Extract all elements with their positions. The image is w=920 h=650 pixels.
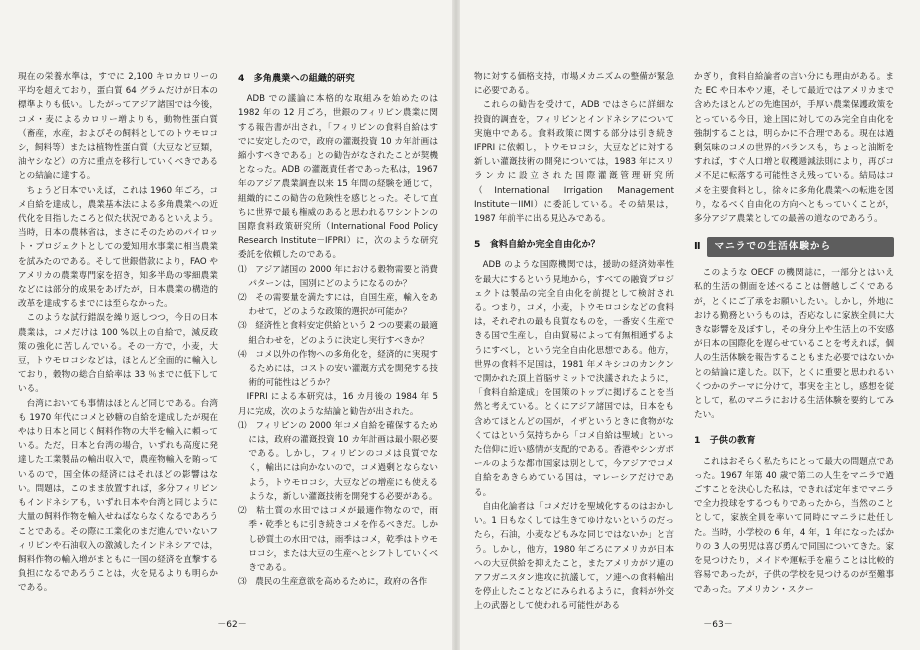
paragraph: これらの勧告を受けて，ADB ではさらに詳細な投資的調査を，フィリピンとインドネシアについて実施中である。食料政策に関する部分は引き続き IFPRI に依頼し，トウモロコシ，大豆などに対する新しい灌漑技術の開発については，1983 年にスリランカに設立された国際灌漑管理研究所（International Irrigation Management Institute－IIMI）に委託している。その結果は，1987 年前半に出る見込みである。 (474, 100, 674, 225)
list-item: ⑵ その需要量を満たすには，自国生産，輸入をあわせて，どのような政策的選択が可能か？ (238, 293, 438, 318)
right-page-column-1 (474, 70, 674, 614)
list-item: ⑵ 粘土質の水田ではコメが最適作物なので，雨季・乾季ともに引き続きコメを作るべきだ。しかし砂質土の水田では，雨季はコメ，乾季はトウモロコシ，または大豆の生産へとシフトしていくべきである。 (238, 506, 438, 573)
chapter-title: マニラでの生活体験から (707, 237, 894, 257)
paragraph: ADB での議論に本格的な取組みを始めたのは 1982 年の 12 月ごろ，世銀のフィリピン農業に関する報告書が出され，「フィリピンの食料自給はすでに安定したので，政府の灌漑投資 10 カ年計画は縮小すべきである」との勧告がなされたことが契機となった。ADB の灌漑責任者であった私は，1967 年のアジア農業調査以来 15 年間の経験を通じて，組織的にこの勧告の危険性を感じとった。そして直ちに世界で最も権威のあると思われるワシントンの国際食料政策研究所（International Food Policy Research Institute－IFPRI）に，次のような研究委託を依頼したのである。 (238, 94, 438, 261)
paragraph: このような試行錯誤を繰り返しつつ，今日の日本農業は，コメだけは 100 %以上の自給で，減反政策の強化に苦しんでいる。その一方で，小麦，大豆，トウモロコシなどは，ほとんど全面的に輸入しており，穀物の総合自給率は 33 ％までに低下している。 (18, 313, 218, 395)
left-page-column-2 (238, 70, 438, 589)
chapter-banner (694, 236, 894, 258)
paragraph: ちょうど日本でいえば，これは 1960 年ごろ，コメ自給を達成し，農業基本法による多角農業への近代化を目指したころと似た状況であるといえよう。当時，日本の農林省は，まさにそのためのパイロット・プロジェクトとしての愛知用水事業に相当農業を試みたのである。そして世銀借款により，FAO やアメリカの農業専門家を招き，知多半島の零細農業などには部分的成果をあげたが，日本農業の構造的改革を達成するまでには至らなかった。 (18, 185, 218, 310)
paragraph: 台湾においても事情はほとんど同じである。台湾も 1970 年代にコメと砂糖の自給を達成したが現在やはり日本と同じく飼料作物の大半を輸入に頼っている。ただ，日本と台湾の場合，いずれも高度に発達した工業製品の輸出収入で，農産物輸入を賄っているので，国全体の経済にはそれほどの影響はない。問題は，このまま放置すれば，多分フィリピンもインドネシアも，いずれ日本や台湾と同じように大量の飼料作物を輸入せねばならなくなるであろうことである。その際に工業化のまだ進んでいないフィリピンや石油収入の激減したインドネシアでは，飼料作物の輸入増がまともに一国の経済を直撃する負担になるであろうことは，火を見るよりも明らかである。 (18, 398, 218, 594)
list-item: ⑴ フィリピンの 2000 年コメ自給を確保するためには，政府の灌漑投資 10 カ年計画は最小限必要である。しかし，フィリピンのコメは良質でなく，輸出には向かないので，コメ過剰とならないよう，トウモロコシ，大豆などの増産にも使えるような，新しい灌漑技術を開発する必要がある。 (238, 420, 438, 502)
paragraph: 自由化論者は「コメだけを聖域化するのはおかしい。1 日もなくしては生きてゆけないというのだったら，石油，小麦などもみな同じではないか」と言う。しかし，他方，1980 年ごろにアメリカが日本への大豆供給を抑えたこと，またアメリカがソ連のアフガニスタン進攻に抗議して，ソ連への食料輸出を停止したことなどにみられるように，食料が外交上の武器として使われる可能性がある (474, 501, 674, 612)
paragraph: IFPRI による本研究は，16 カ月後の 1984 年 5 月に完成，次のような結論と勧告が出された。 (238, 392, 438, 417)
paragraph: ADB のような国際機関では，援助の経済効率性を最大にするという見地から，すべての融資プロジェクトは製品の完全自由化を前提として検討される。つまり，コメ，小麦，トウモロコシなどの食料は，それぞれの最も良質なものを，一番安く生産できる国で生産し，自由貿易によって有無相通ずるようにすべし，という完全自由化思想である。他方，世界の食料不足国は，1981 年メキシコのカンクンで開かれた頂上首脳サミットで決議されたように，「食料自給達成」を国策のトップに掲げることを当然と考えている。とくにアジア諸国では，日本をも含めてほとんどの国が，イザというときに食物がなくてはという気持ちから「コメ自給は聖域」といった信仰に近い感情が支配的である。香港やシンガポールのような都市国家は別として，今アジアでコメ自給をあきらめている国は，マレーシアだけである。 (474, 260, 674, 498)
list-item: ⑴ アジア諸国の 2000 年における穀物需要と消費パターンは，国別にどのようになるのか？ (238, 264, 438, 289)
section-heading: 4 多角農業への組織的研究 (238, 73, 355, 84)
paragraph: これはおそらく私たちにとって最大の問題点であった。1967 年第 40 歳で第二の人生をマニラで過ごすことを決心した私は，できれば定年までマニラで全力投球をするつもりであったから，当然のこととして，家族全員を率いて同時にマニラに赴任した。当時，小学校の 6 年，4 年，1 年になったばかりの 3 人の男児は喜び勇んで同国についてきた。家を見つけたり，メイドや運転手を雇うことは比較的容易であったが，子供の学校を見つけるのが至難事であった。アメリカン・スクー (694, 456, 894, 595)
right-page (468, 0, 908, 650)
list-item: ⑷ コメ以外の作物への多角化を，経済的に実現するためには，コストの安い灌漑方式を開発する技術的可能性はどうか？ (238, 349, 438, 389)
section-heading: 1 子供の教育 (694, 435, 756, 447)
paragraph: 物に対する価格支持，市場メカニズムの整備が緊急に必要である。 (474, 72, 674, 97)
right-page-column-2 (694, 70, 894, 597)
list-item: ⑶ 農民の生産意欲を高めるために，政府の各作 (238, 577, 428, 588)
paragraph: かぎり，食料自給論者の言い分にも理由がある。また EC や日本やソ連，そして最近ではアメリカまで含めたほとんどの先進国が，手厚い農業保護政策をとっている今日，途上国に対してのみ完全自由化を強制することは，明らかに不合理である。現在は過剰気味のコメの世界的バランスも，ちょっと油断をすれば，すぐ人口増と収穫逓減法則により，再びコメ不足に転落する可能性さえ残っている。結局はコメを主要食料とし，徐々に多角化農業への転進を図り，なるべく自由化の方向へともっていくことが，多分アジア農業としての最善の道なのであろう。 (694, 72, 894, 225)
page-number: －63－ (703, 620, 733, 630)
page-gutter (452, 0, 460, 650)
page-number: －62－ (217, 620, 247, 630)
chapter-number: Ⅱ (694, 241, 701, 253)
left-page-column-1 (18, 70, 218, 596)
paragraph: 現在の栄養水準は，すでに 2,100 キロカロリーの平均を超えており，蛋白質 64 グラムだけが日本の標準よりも低い。したがってアジア諸国では今後，コメ・麦によるカロリー増よりも，動物性蛋白質（畜産，水産，およびその飼料としてのトウモロコシ，飼料等）または植物性蛋白質（大豆など豆類，油ヤシなど）の方に重点を移行していくべきであるとの結論に達する。 (18, 72, 218, 182)
paragraph: このような OECF の機関誌に，一部分とはいえ私的生活の側面を述べることは僭越しごくであるが，とくにご了承をお願いしたい。しかし，外地における勤務というものは，否応なしに家族全員に大きな影響を及ぼすし，その身分上や生活上の不安感が日本の国際化を遅らせていることを考えれば，個人の生活体験を報告することもまた必要ではないかとの結論に達した。以下，とくに重要と思われるいくつかのテーマに分けて，事実を主とし，感想を従として，私のマニラにおける生活体験を要約してみたい。 (694, 268, 894, 421)
section-heading: 5 食料自給か完全自由化か？ (474, 239, 600, 251)
list-item: ⑶ 経済性と食料安定供給という 2 つの要素の最適組合わせを，どのように決定し実行すべきか？ (238, 321, 438, 346)
left-page (12, 0, 452, 650)
